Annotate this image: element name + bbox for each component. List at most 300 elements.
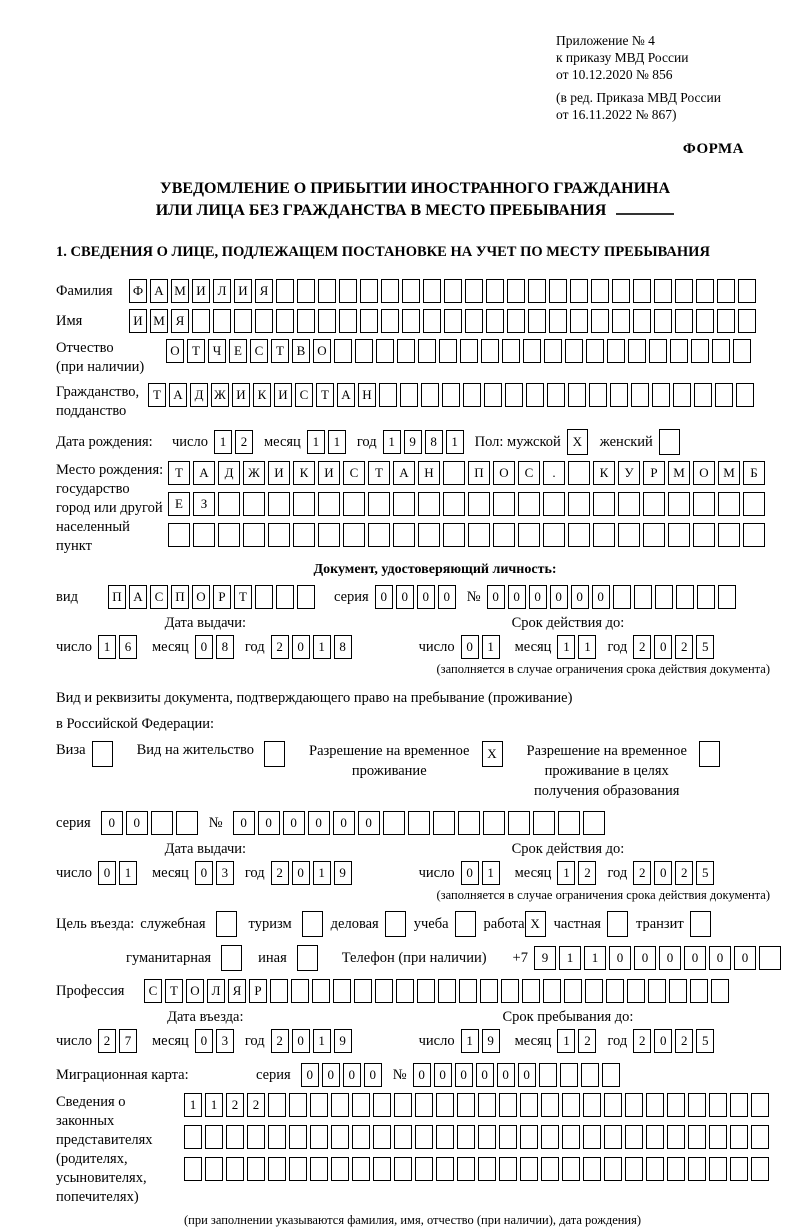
- form-cell[interactable]: [483, 811, 505, 835]
- form-cell[interactable]: 1: [578, 635, 596, 659]
- form-cell[interactable]: 2: [271, 861, 289, 885]
- form-cell[interactable]: 2: [226, 1093, 244, 1117]
- form-cell[interactable]: [625, 1157, 643, 1181]
- form-cell[interactable]: [381, 309, 399, 333]
- form-cell[interactable]: 0: [654, 1029, 672, 1053]
- form-cell[interactable]: [743, 523, 765, 547]
- form-cell[interactable]: 0: [233, 811, 255, 835]
- form-cell[interactable]: 2: [675, 861, 693, 885]
- form-cell[interactable]: 1: [482, 861, 500, 885]
- form-cell[interactable]: [718, 523, 740, 547]
- form-cell[interactable]: Я: [255, 279, 273, 303]
- form-cell[interactable]: 0: [438, 585, 456, 609]
- form-cell[interactable]: [193, 523, 215, 547]
- form-cell[interactable]: [691, 339, 709, 363]
- form-cell[interactable]: [484, 383, 502, 407]
- form-cell[interactable]: О: [493, 461, 515, 485]
- form-cell[interactable]: [297, 309, 315, 333]
- form-cell[interactable]: 0: [358, 811, 380, 835]
- form-cell[interactable]: 5: [696, 1029, 714, 1053]
- form-cell[interactable]: [730, 1125, 748, 1149]
- form-cell[interactable]: 0: [497, 1063, 515, 1087]
- form-cell[interactable]: Я: [171, 309, 189, 333]
- form-cell[interactable]: [522, 979, 540, 1003]
- form-cell[interactable]: [443, 461, 465, 485]
- form-cell[interactable]: 0: [550, 585, 568, 609]
- form-cell[interactable]: [583, 1093, 601, 1117]
- form-cell[interactable]: [270, 979, 288, 1003]
- form-cell[interactable]: [709, 1125, 727, 1149]
- form-cell[interactable]: [402, 279, 420, 303]
- form-cell[interactable]: 0: [461, 861, 479, 885]
- form-cell[interactable]: К: [593, 461, 615, 485]
- form-cell[interactable]: [717, 309, 735, 333]
- form-cell[interactable]: [543, 979, 561, 1003]
- form-cell[interactable]: И: [192, 279, 210, 303]
- form-cell[interactable]: А: [393, 461, 415, 485]
- form-cell[interactable]: [718, 492, 740, 516]
- form-cell[interactable]: [688, 1125, 706, 1149]
- form-cell[interactable]: [670, 339, 688, 363]
- form-cell[interactable]: 0: [126, 811, 148, 835]
- form-cell[interactable]: [436, 1093, 454, 1117]
- form-cell[interactable]: [268, 1157, 286, 1181]
- form-cell[interactable]: [654, 279, 672, 303]
- form-cell[interactable]: 0: [308, 811, 330, 835]
- form-cell[interactable]: [205, 1157, 223, 1181]
- form-cell[interactable]: [458, 811, 480, 835]
- form-cell[interactable]: [507, 279, 525, 303]
- form-cell[interactable]: [646, 1157, 664, 1181]
- form-cell[interactable]: 0: [518, 1063, 536, 1087]
- form-cell[interactable]: [168, 523, 190, 547]
- form-cell[interactable]: 0: [301, 1063, 319, 1087]
- form-cell[interactable]: [373, 1157, 391, 1181]
- form-cell[interactable]: 8: [216, 635, 234, 659]
- form-cell[interactable]: [402, 309, 420, 333]
- form-cell[interactable]: [612, 309, 630, 333]
- form-cell[interactable]: [673, 383, 691, 407]
- form-cell[interactable]: П: [108, 585, 126, 609]
- form-cell[interactable]: [604, 1157, 622, 1181]
- form-cell[interactable]: [501, 979, 519, 1003]
- form-cell[interactable]: [247, 1125, 265, 1149]
- form-cell[interactable]: О: [166, 339, 184, 363]
- form-cell[interactable]: 9: [334, 861, 352, 885]
- form-cell[interactable]: [751, 1157, 769, 1181]
- form-cell[interactable]: [343, 523, 365, 547]
- form-cell[interactable]: [331, 1125, 349, 1149]
- form-cell[interactable]: [423, 309, 441, 333]
- form-cell[interactable]: [711, 979, 729, 1003]
- form-cell[interactable]: [610, 383, 628, 407]
- form-cell[interactable]: Т: [368, 461, 390, 485]
- form-cell[interactable]: [565, 339, 583, 363]
- form-cell[interactable]: [738, 279, 756, 303]
- form-cell[interactable]: [310, 1125, 328, 1149]
- form-cell[interactable]: [355, 339, 373, 363]
- form-cell[interactable]: Ч: [208, 339, 226, 363]
- form-cell[interactable]: [297, 585, 315, 609]
- form-cell[interactable]: [690, 911, 711, 937]
- form-cell[interactable]: [523, 339, 541, 363]
- form-cell[interactable]: 0: [508, 585, 526, 609]
- form-cell[interactable]: [442, 383, 460, 407]
- form-cell[interactable]: [418, 492, 440, 516]
- form-cell[interactable]: [234, 309, 252, 333]
- form-cell[interactable]: [400, 383, 418, 407]
- form-cell[interactable]: [486, 309, 504, 333]
- form-cell[interactable]: [379, 383, 397, 407]
- form-cell[interactable]: [415, 1125, 433, 1149]
- form-cell[interactable]: 1: [98, 635, 116, 659]
- form-cell[interactable]: [393, 492, 415, 516]
- form-cell[interactable]: [568, 383, 586, 407]
- form-cell[interactable]: В: [292, 339, 310, 363]
- form-cell[interactable]: 1: [584, 946, 606, 970]
- form-cell[interactable]: [564, 979, 582, 1003]
- form-cell[interactable]: 0: [195, 861, 213, 885]
- form-cell[interactable]: [493, 523, 515, 547]
- form-cell[interactable]: [310, 1157, 328, 1181]
- form-cell[interactable]: [184, 1125, 202, 1149]
- form-cell[interactable]: [649, 339, 667, 363]
- form-cell[interactable]: [255, 585, 273, 609]
- form-cell[interactable]: М: [150, 309, 168, 333]
- form-cell[interactable]: [581, 1063, 599, 1087]
- form-cell[interactable]: [526, 383, 544, 407]
- form-cell[interactable]: Т: [187, 339, 205, 363]
- form-cell[interactable]: [385, 911, 406, 937]
- form-cell[interactable]: [493, 492, 515, 516]
- form-cell[interactable]: [468, 523, 490, 547]
- form-cell[interactable]: [331, 1093, 349, 1117]
- form-cell[interactable]: С: [150, 585, 168, 609]
- form-cell[interactable]: 1: [307, 430, 325, 454]
- form-cell[interactable]: [688, 1093, 706, 1117]
- form-cell[interactable]: [655, 585, 673, 609]
- form-cell[interactable]: [433, 811, 455, 835]
- form-cell[interactable]: [331, 1157, 349, 1181]
- form-cell[interactable]: [607, 339, 625, 363]
- form-cell[interactable]: 0: [734, 946, 756, 970]
- form-cell[interactable]: [508, 811, 530, 835]
- form-cell[interactable]: [352, 1093, 370, 1117]
- form-cell[interactable]: [438, 979, 456, 1003]
- form-cell[interactable]: [589, 383, 607, 407]
- form-cell[interactable]: [646, 1093, 664, 1117]
- form-cell[interactable]: [318, 523, 340, 547]
- form-cell[interactable]: [465, 309, 483, 333]
- form-cell[interactable]: [558, 811, 580, 835]
- form-cell[interactable]: X: [567, 429, 588, 455]
- form-cell[interactable]: 0: [292, 1029, 310, 1053]
- form-cell[interactable]: [192, 309, 210, 333]
- form-cell[interactable]: [383, 811, 405, 835]
- form-cell[interactable]: [289, 1125, 307, 1149]
- form-cell[interactable]: [457, 1125, 475, 1149]
- form-cell[interactable]: 0: [654, 635, 672, 659]
- form-cell[interactable]: Т: [234, 585, 252, 609]
- form-cell[interactable]: 7: [119, 1029, 137, 1053]
- form-cell[interactable]: 8: [425, 430, 443, 454]
- form-cell[interactable]: [648, 979, 666, 1003]
- form-cell[interactable]: С: [518, 461, 540, 485]
- form-cell[interactable]: [518, 523, 540, 547]
- form-cell[interactable]: [631, 383, 649, 407]
- form-cell[interactable]: [243, 523, 265, 547]
- form-cell[interactable]: Д: [218, 461, 240, 485]
- form-cell[interactable]: [547, 383, 565, 407]
- form-cell[interactable]: А: [337, 383, 355, 407]
- form-cell[interactable]: 0: [333, 811, 355, 835]
- form-cell[interactable]: 0: [609, 946, 631, 970]
- form-cell[interactable]: Т: [148, 383, 166, 407]
- form-cell[interactable]: [520, 1157, 538, 1181]
- form-cell[interactable]: [297, 945, 318, 971]
- form-cell[interactable]: [460, 339, 478, 363]
- form-cell[interactable]: О: [186, 979, 204, 1003]
- form-cell[interactable]: Ж: [211, 383, 229, 407]
- form-cell[interactable]: [733, 339, 751, 363]
- form-cell[interactable]: 2: [98, 1029, 116, 1053]
- form-cell[interactable]: [583, 811, 605, 835]
- form-cell[interactable]: [675, 279, 693, 303]
- form-cell[interactable]: 9: [334, 1029, 352, 1053]
- form-cell[interactable]: 0: [375, 585, 393, 609]
- form-cell[interactable]: Р: [249, 979, 267, 1003]
- form-cell[interactable]: [436, 1125, 454, 1149]
- form-cell[interactable]: [541, 1157, 559, 1181]
- form-cell[interactable]: [583, 1125, 601, 1149]
- form-cell[interactable]: А: [169, 383, 187, 407]
- form-cell[interactable]: [543, 492, 565, 516]
- form-cell[interactable]: [268, 492, 290, 516]
- form-cell[interactable]: С: [343, 461, 365, 485]
- form-cell[interactable]: [352, 1157, 370, 1181]
- form-cell[interactable]: [751, 1125, 769, 1149]
- form-cell[interactable]: [586, 339, 604, 363]
- form-cell[interactable]: [668, 492, 690, 516]
- form-cell[interactable]: [318, 492, 340, 516]
- form-cell[interactable]: О: [313, 339, 331, 363]
- form-cell[interactable]: [633, 309, 651, 333]
- form-cell[interactable]: 1: [328, 430, 346, 454]
- form-cell[interactable]: [176, 811, 198, 835]
- form-cell[interactable]: [310, 1093, 328, 1117]
- form-cell[interactable]: [318, 279, 336, 303]
- form-cell[interactable]: П: [171, 585, 189, 609]
- form-cell[interactable]: [443, 492, 465, 516]
- form-cell[interactable]: [302, 911, 323, 937]
- form-cell[interactable]: [291, 979, 309, 1003]
- form-cell[interactable]: [643, 523, 665, 547]
- form-cell[interactable]: Н: [358, 383, 376, 407]
- form-cell[interactable]: 2: [235, 430, 253, 454]
- form-cell[interactable]: 2: [578, 1029, 596, 1053]
- form-cell[interactable]: Л: [213, 279, 231, 303]
- form-cell[interactable]: 0: [592, 585, 610, 609]
- form-cell[interactable]: 1: [559, 946, 581, 970]
- form-cell[interactable]: Ф: [129, 279, 147, 303]
- form-cell[interactable]: [457, 1093, 475, 1117]
- form-cell[interactable]: [226, 1157, 244, 1181]
- form-cell[interactable]: И: [129, 309, 147, 333]
- form-cell[interactable]: Т: [168, 461, 190, 485]
- form-cell[interactable]: Р: [643, 461, 665, 485]
- form-cell[interactable]: [368, 523, 390, 547]
- form-cell[interactable]: 2: [633, 635, 651, 659]
- form-cell[interactable]: [696, 279, 714, 303]
- form-cell[interactable]: [528, 309, 546, 333]
- form-cell[interactable]: [218, 523, 240, 547]
- form-cell[interactable]: [654, 309, 672, 333]
- form-cell[interactable]: [373, 1093, 391, 1117]
- form-cell[interactable]: [418, 339, 436, 363]
- form-cell[interactable]: [669, 979, 687, 1003]
- form-cell[interactable]: [255, 309, 273, 333]
- form-cell[interactable]: 9: [404, 430, 422, 454]
- form-cell[interactable]: 0: [634, 946, 656, 970]
- form-cell[interactable]: [213, 309, 231, 333]
- form-cell[interactable]: 1: [557, 1029, 575, 1053]
- form-cell[interactable]: [520, 1125, 538, 1149]
- form-cell[interactable]: [373, 1125, 391, 1149]
- form-cell[interactable]: [743, 492, 765, 516]
- form-cell[interactable]: 0: [684, 946, 706, 970]
- form-cell[interactable]: [688, 1157, 706, 1181]
- form-cell[interactable]: [541, 1093, 559, 1117]
- form-cell[interactable]: [343, 492, 365, 516]
- form-cell[interactable]: [730, 1093, 748, 1117]
- form-cell[interactable]: [730, 1157, 748, 1181]
- form-cell[interactable]: [562, 1093, 580, 1117]
- form-cell[interactable]: [528, 279, 546, 303]
- form-cell[interactable]: [264, 741, 285, 767]
- form-cell[interactable]: [562, 1125, 580, 1149]
- form-cell[interactable]: [396, 979, 414, 1003]
- form-cell[interactable]: У: [618, 461, 640, 485]
- form-cell[interactable]: [444, 279, 462, 303]
- form-cell[interactable]: [634, 585, 652, 609]
- form-cell[interactable]: [568, 461, 590, 485]
- form-cell[interactable]: [360, 309, 378, 333]
- form-cell[interactable]: 0: [195, 635, 213, 659]
- form-cell[interactable]: [659, 429, 680, 455]
- form-cell[interactable]: [694, 383, 712, 407]
- form-cell[interactable]: [417, 979, 435, 1003]
- form-cell[interactable]: 6: [119, 635, 137, 659]
- form-cell[interactable]: X: [525, 911, 546, 937]
- form-cell[interactable]: [568, 492, 590, 516]
- form-cell[interactable]: [423, 279, 441, 303]
- form-cell[interactable]: 1: [383, 430, 401, 454]
- form-cell[interactable]: [736, 383, 754, 407]
- form-cell[interactable]: [463, 383, 481, 407]
- form-cell[interactable]: [699, 741, 720, 767]
- form-cell[interactable]: [393, 523, 415, 547]
- form-cell[interactable]: 0: [413, 1063, 431, 1087]
- form-cell[interactable]: И: [234, 279, 252, 303]
- form-cell[interactable]: [543, 523, 565, 547]
- form-cell[interactable]: И: [318, 461, 340, 485]
- form-cell[interactable]: 2: [578, 861, 596, 885]
- form-cell[interactable]: 0: [322, 1063, 340, 1087]
- form-cell[interactable]: [570, 309, 588, 333]
- form-cell[interactable]: [339, 309, 357, 333]
- form-cell[interactable]: [184, 1157, 202, 1181]
- form-cell[interactable]: 0: [364, 1063, 382, 1087]
- form-cell[interactable]: 1: [313, 635, 331, 659]
- form-cell[interactable]: Л: [207, 979, 225, 1003]
- form-cell[interactable]: [268, 1125, 286, 1149]
- form-cell[interactable]: [394, 1093, 412, 1117]
- form-cell[interactable]: З: [193, 492, 215, 516]
- form-cell[interactable]: А: [129, 585, 147, 609]
- form-cell[interactable]: 0: [529, 585, 547, 609]
- form-cell[interactable]: [221, 945, 242, 971]
- form-cell[interactable]: [339, 279, 357, 303]
- form-cell[interactable]: М: [668, 461, 690, 485]
- form-cell[interactable]: [444, 309, 462, 333]
- form-cell[interactable]: [667, 1125, 685, 1149]
- form-cell[interactable]: [151, 811, 173, 835]
- form-cell[interactable]: И: [232, 383, 250, 407]
- form-cell[interactable]: [646, 1125, 664, 1149]
- form-cell[interactable]: [593, 523, 615, 547]
- form-cell[interactable]: И: [268, 461, 290, 485]
- form-cell[interactable]: [418, 523, 440, 547]
- form-cell[interactable]: [690, 979, 708, 1003]
- form-cell[interactable]: [544, 339, 562, 363]
- form-cell[interactable]: [502, 339, 520, 363]
- form-cell[interactable]: [675, 309, 693, 333]
- form-cell[interactable]: [738, 309, 756, 333]
- form-cell[interactable]: [468, 492, 490, 516]
- form-cell[interactable]: [297, 279, 315, 303]
- form-cell[interactable]: [486, 279, 504, 303]
- form-cell[interactable]: [226, 1125, 244, 1149]
- form-cell[interactable]: 2: [633, 861, 651, 885]
- form-cell[interactable]: 0: [98, 861, 116, 885]
- form-cell[interactable]: 1: [205, 1093, 223, 1117]
- form-cell[interactable]: [591, 309, 609, 333]
- form-cell[interactable]: 1: [119, 861, 137, 885]
- form-cell[interactable]: [205, 1125, 223, 1149]
- form-cell[interactable]: [591, 279, 609, 303]
- form-cell[interactable]: 0: [461, 635, 479, 659]
- form-cell[interactable]: [352, 1125, 370, 1149]
- form-cell[interactable]: [717, 279, 735, 303]
- form-cell[interactable]: [381, 279, 399, 303]
- form-cell[interactable]: 2: [271, 635, 289, 659]
- form-cell[interactable]: [570, 279, 588, 303]
- form-cell[interactable]: [712, 339, 730, 363]
- form-cell[interactable]: [625, 1125, 643, 1149]
- form-cell[interactable]: 0: [283, 811, 305, 835]
- form-cell[interactable]: 2: [675, 1029, 693, 1053]
- form-cell[interactable]: [667, 1157, 685, 1181]
- form-cell[interactable]: [562, 1157, 580, 1181]
- form-cell[interactable]: [718, 585, 736, 609]
- form-cell[interactable]: [247, 1157, 265, 1181]
- form-cell[interactable]: [289, 1093, 307, 1117]
- form-cell[interactable]: [455, 911, 476, 937]
- form-cell[interactable]: [394, 1125, 412, 1149]
- form-cell[interactable]: [505, 383, 523, 407]
- form-cell[interactable]: [697, 585, 715, 609]
- form-cell[interactable]: 3: [216, 1029, 234, 1053]
